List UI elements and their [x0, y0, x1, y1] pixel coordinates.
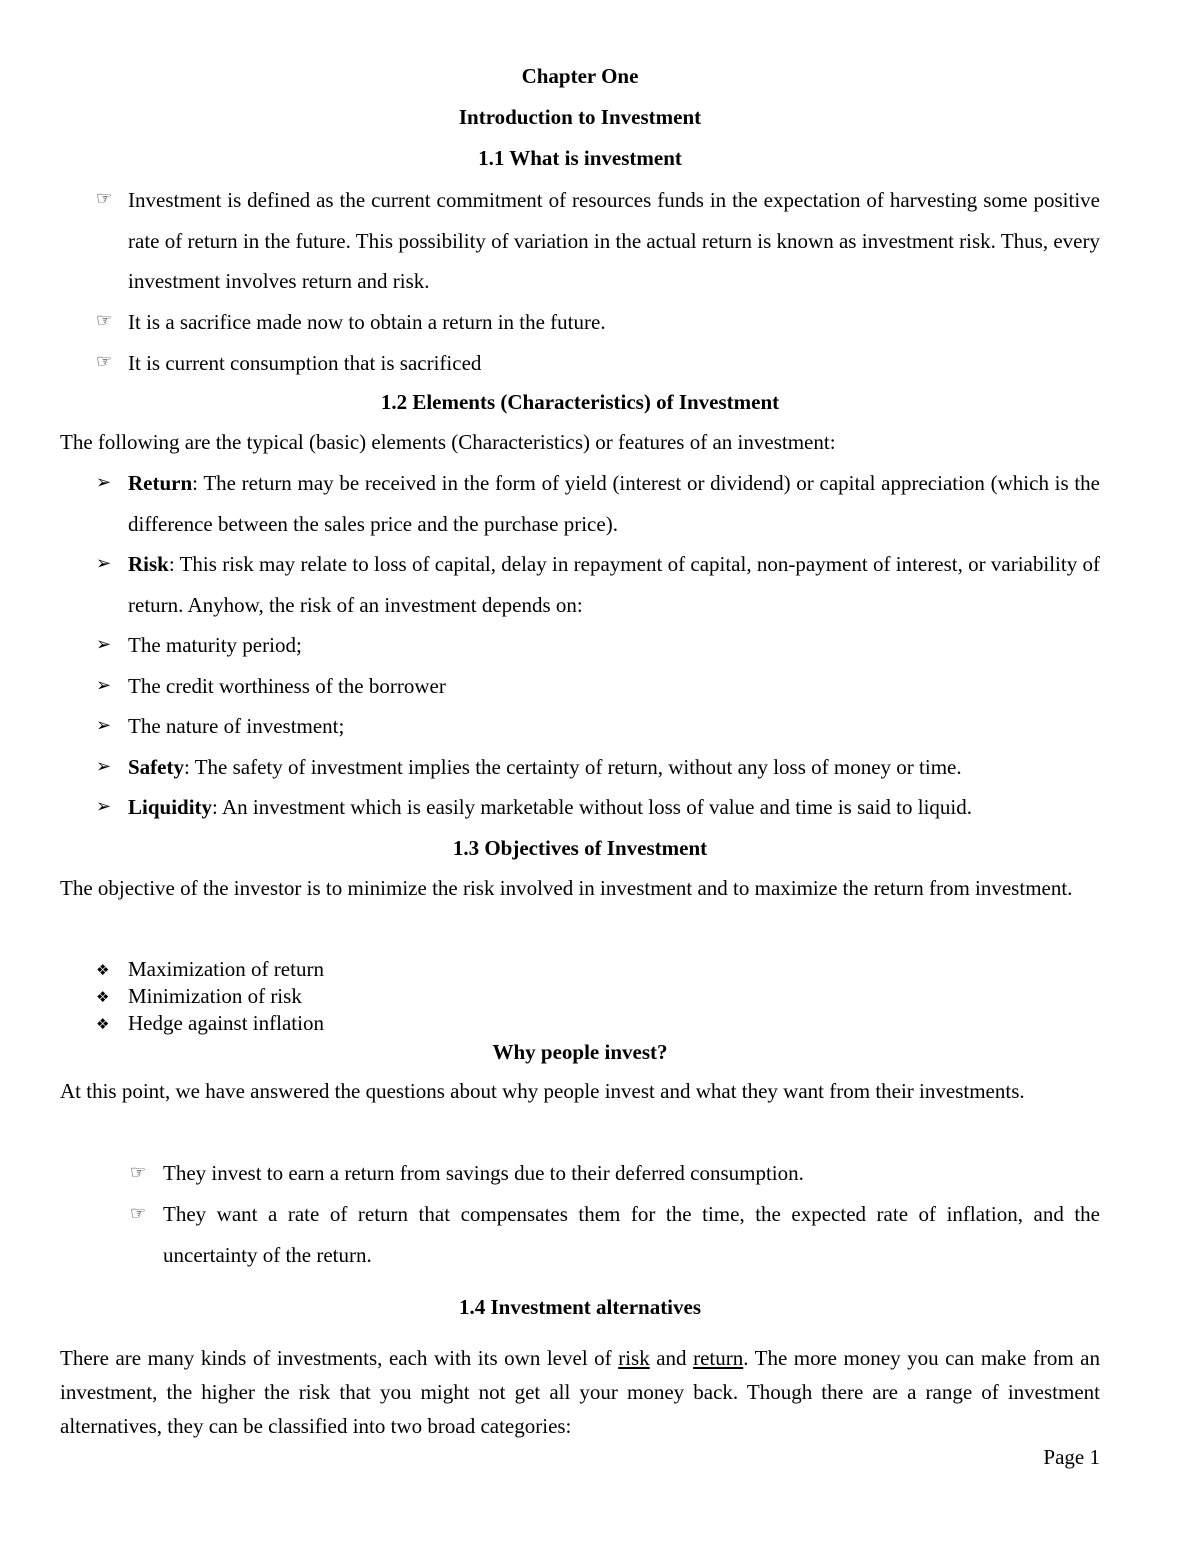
return-text: : The return may be received in the form of yield (interest or dividend) or capital appreciation (which is the difference between the sales price and the purchase price).	[128, 471, 1100, 536]
risk-factor-credit: The credit worthiness of the borrower	[128, 674, 446, 698]
arrow-bullet-icon: ➢	[96, 715, 112, 736]
pointing-hand-icon: ☞	[130, 1162, 147, 1183]
return-link[interactable]: return	[693, 1346, 744, 1370]
diamond-bullet-icon: ❖	[96, 961, 110, 979]
element-safety	[128, 747, 1100, 788]
risk-label: Risk	[128, 552, 169, 576]
safety-label: Safety	[128, 755, 184, 779]
objective-item: Hedge against inflation	[128, 1011, 324, 1035]
diamond-bullet-icon: ❖	[96, 1015, 110, 1033]
safety-text: : The safety of investment implies the certainty of return, without any loss of money or time.	[184, 755, 962, 779]
return-label: Return	[128, 471, 193, 495]
why-intro: At this point, we have answered the questions about why people invest and what they want from their investments.	[60, 1079, 1025, 1103]
objective-item: Minimization of risk	[128, 984, 302, 1008]
section-1-1-heading: 1.1 What is investment	[478, 146, 682, 170]
section-1-4-paragraph: There are many kinds of investments, each with its own level of risk and return. The more money you can make from an investment, the higher the risk that you might not get all your money back. Though there are a range of investment alternatives, they can be classified into two broad categories:	[60, 1346, 1100, 1438]
bullet-investment-definition: Investment is defined as the current commitment of resources funds in the expectation of harvesting some positive rate of return in the future. This possibility of variation in the actual return is known as investment risk. Thus, every investment involves return and risk.	[128, 188, 1100, 293]
document-page	[60, 0, 1100, 1553]
pointing-hand-icon: ☞	[130, 1203, 147, 1224]
chapter-label: Chapter One	[521, 64, 639, 88]
liquidity-text: : An investment which is easily marketable without loss of value and time is said to liquid.	[212, 795, 973, 819]
arrow-bullet-icon: ➢	[96, 634, 112, 655]
section-1-4-heading: 1.4 Investment alternatives	[458, 1295, 702, 1319]
bullet-sacrifice: It is a sacrifice made now to obtain a return in the future.	[128, 310, 606, 334]
pointing-hand-icon: ☞	[96, 310, 113, 331]
section-1-2-intro: The following are the typical (basic) elements (Characteristics) or features of an investment:	[60, 430, 836, 454]
risk-factor-nature: The nature of investment;	[128, 714, 345, 738]
arrow-bullet-icon: ➢	[96, 553, 112, 574]
why-reason-earn: They invest to earn a return from savings due to their deferred consumption.	[163, 1161, 804, 1185]
risk-text: : This risk may relate to loss of capital, delay in repayment of capital, non-payment of interest, or variability of return. Anyhow, the risk of an investment depends on:	[128, 552, 1100, 617]
section-1-2-heading: 1.2 Elements (Characteristics) of Investment	[380, 390, 780, 414]
objective-item: Maximization of return	[128, 957, 324, 981]
element-liquidity	[128, 787, 1100, 828]
arrow-bullet-icon: ➢	[96, 796, 112, 817]
arrow-bullet-icon: ➢	[96, 675, 112, 696]
liquidity-label: Liquidity	[128, 795, 213, 819]
pointing-hand-icon: ☞	[96, 351, 113, 372]
element-risk	[128, 544, 1100, 625]
risk-link[interactable]: risk	[618, 1346, 650, 1370]
risk-factor-maturity: The maturity period;	[128, 633, 302, 657]
chapter-title: Introduction to Investment	[458, 105, 702, 129]
section-1-3-intro: The objective of the investor is to minimize the risk involved in investment and to maximize the return from investment.	[60, 876, 1073, 900]
bullet-current-consumption: It is current consumption that is sacrificed	[128, 351, 482, 375]
page-number: Page 1	[1043, 1445, 1100, 1469]
element-return	[128, 463, 1100, 544]
pointing-hand-icon: ☞	[96, 188, 113, 209]
why-heading: Why people invest?	[492, 1040, 668, 1064]
arrow-bullet-icon: ➢	[96, 472, 112, 493]
section-1-3-heading: 1.3 Objectives of Investment	[452, 836, 708, 860]
why-reason-rate: They want a rate of return that compensates them for the time, the expected rate of inflation, and the uncertainty of the return.	[163, 1202, 1100, 1267]
diamond-bullet-icon: ❖	[96, 988, 110, 1006]
arrow-bullet-icon: ➢	[96, 756, 112, 777]
